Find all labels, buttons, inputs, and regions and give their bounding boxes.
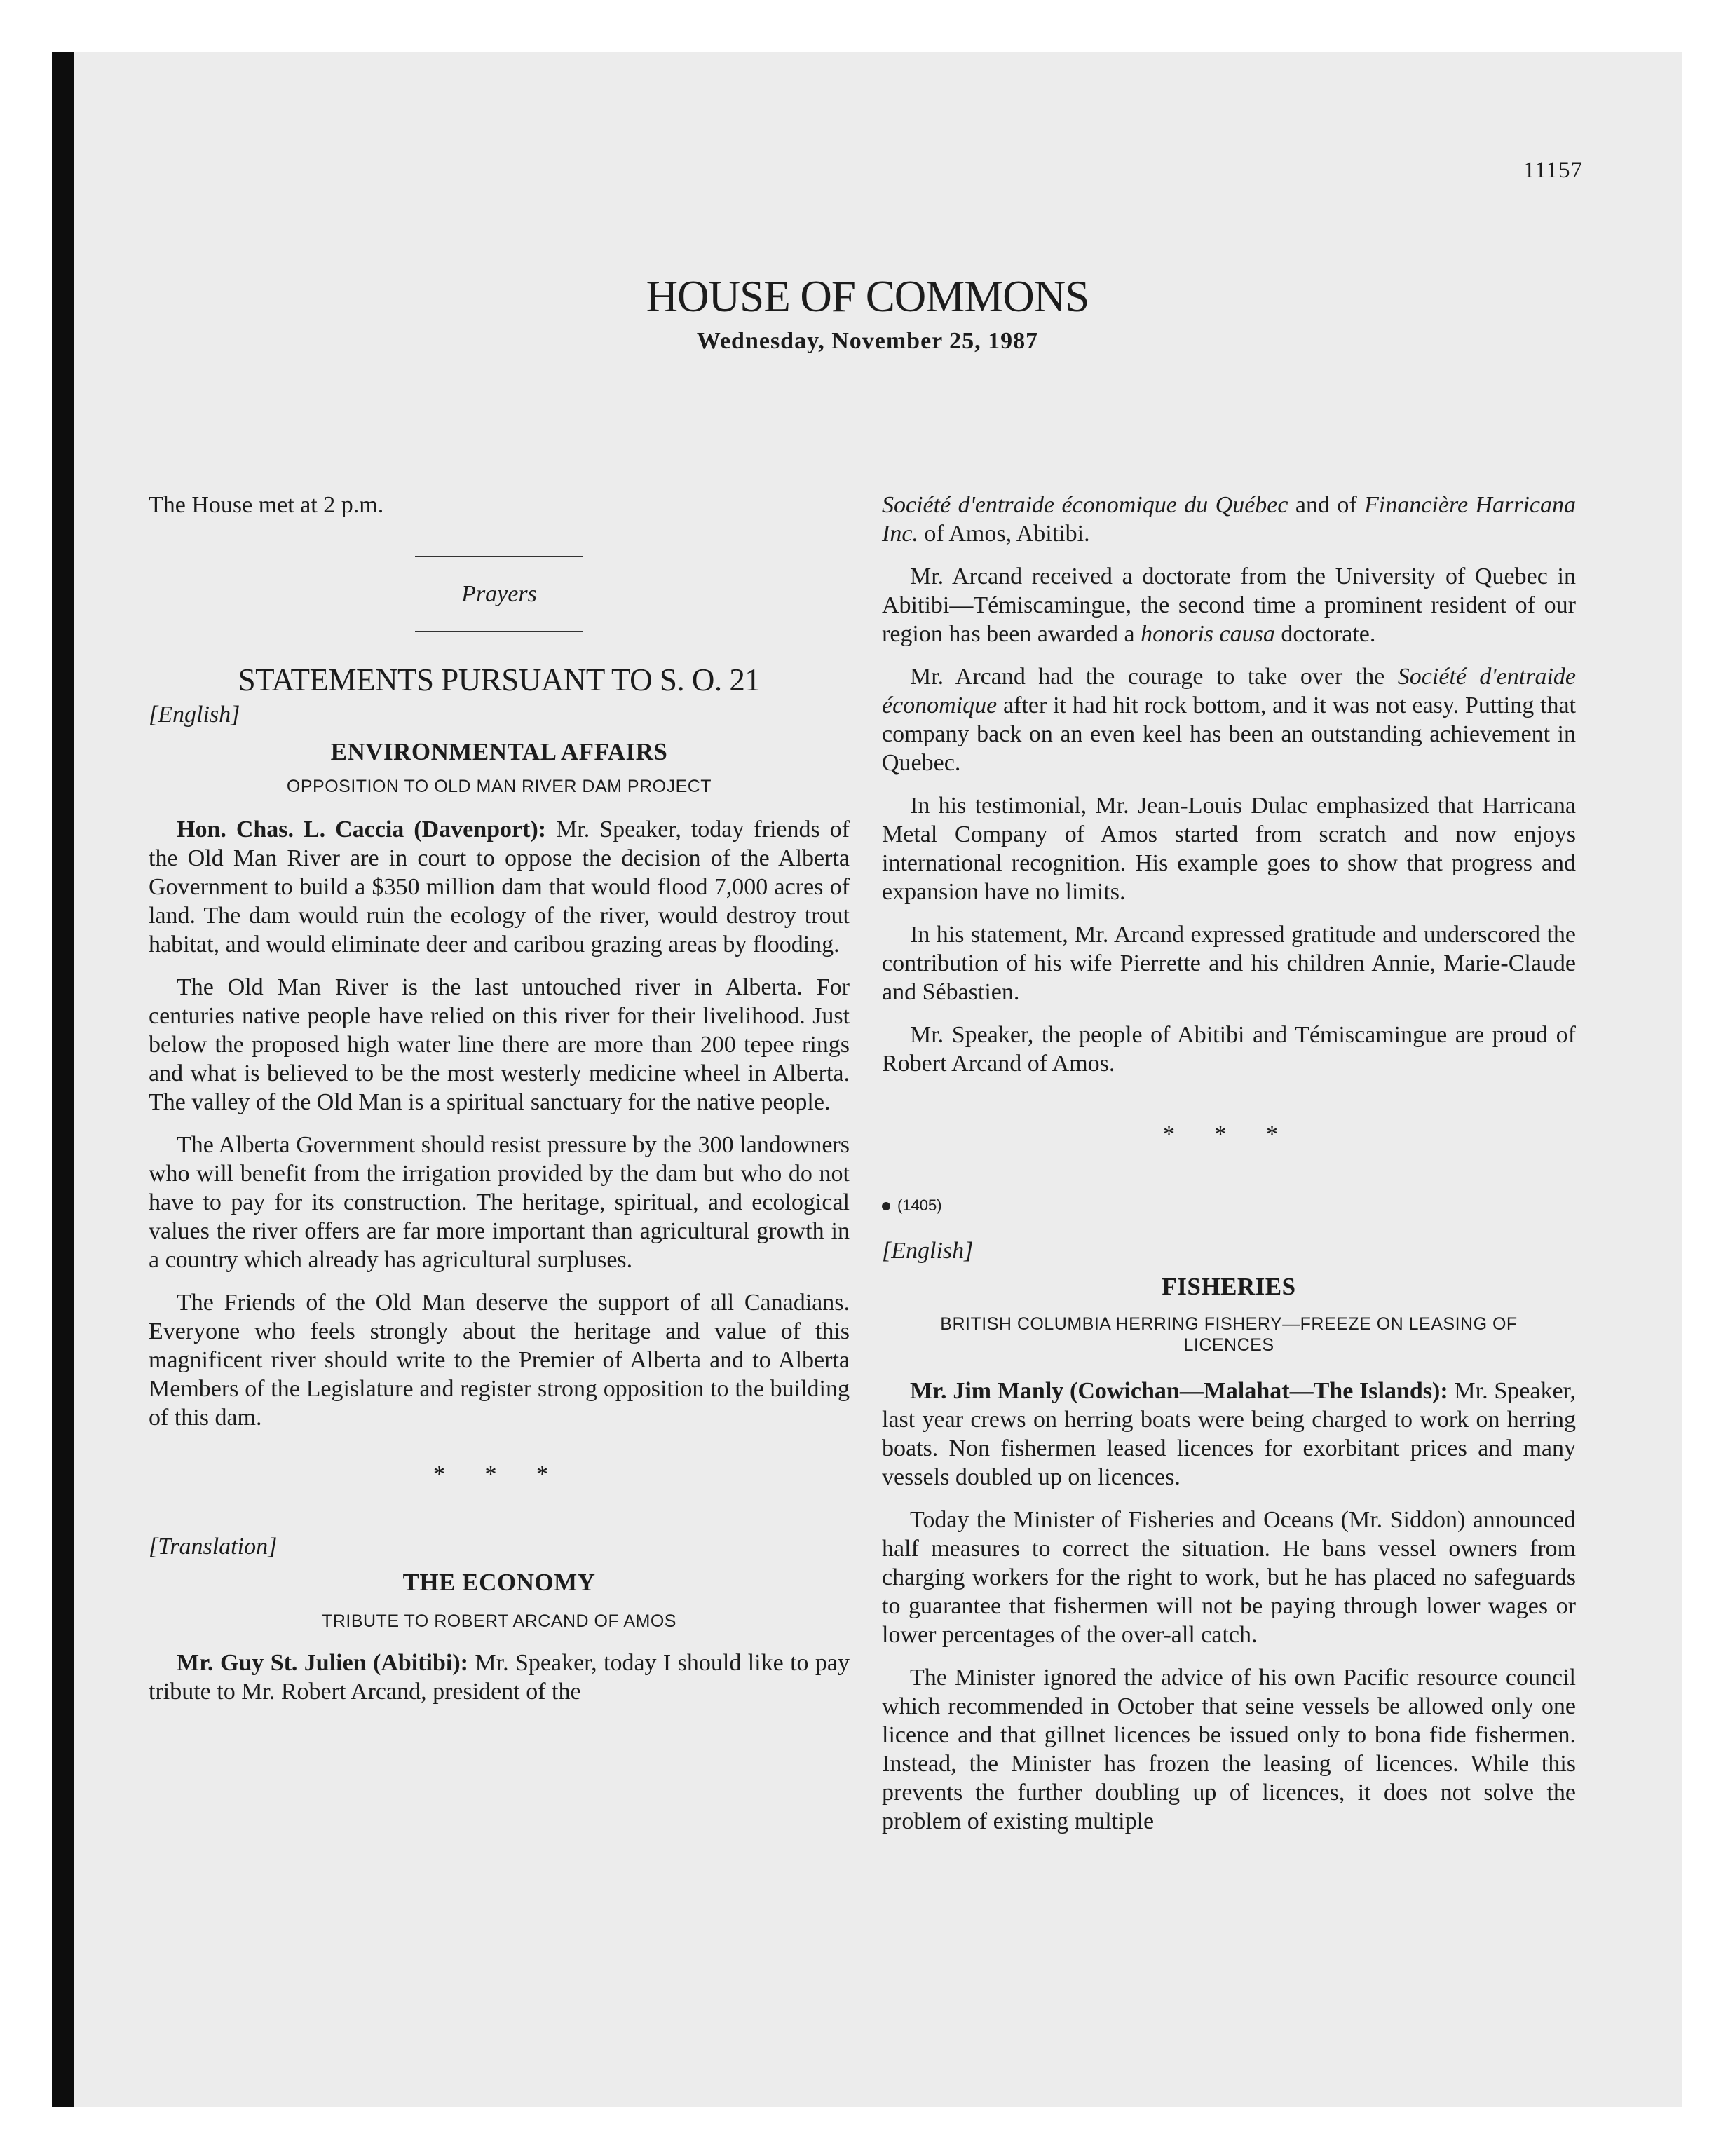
statement-subheading: TRIBUTE TO ROBERT ARCAND OF AMOS (322, 1611, 676, 1631)
statement-paragraph: Today the Minister of Fisheries and Oceans (Mr. Siddon) announced half measures to correct the situation. He bans vessel owners from charging workers for the right to work, but he has placed no safeguards to guarantee that fishermen will not be paying through lower wages or lower percentages of the over-all catch. (882, 1507, 1576, 1648)
scan-edge-shadow (52, 52, 74, 2107)
time-marker: (1405) (882, 1191, 1576, 1220)
statement-heading: THE ECONOMY (402, 1569, 596, 1596)
statement-paragraph: Hon. Chas. L. Caccia (Davenport): Mr. Speaker, today friends of the Old Man River are in court to oppose the decision of the Alberta Government to build a $350 million dam that would flood 7,000 acres of land. The dam would ruin the ecology of the river, would destroy trout habitat, and would eliminate deer and caribou grazing areas by flooding. (149, 817, 850, 957)
statement-paragraph: Mr. Arcand received a doctorate from the University of Quebec in Abitibi—Témiscamingue, the second time a prominent resident of our region has been awarded a honoris causa doctorate. (882, 564, 1576, 647)
statement-paragraph: In his statement, Mr. Arcand expressed gratitude and underscored the contribution of his wife Pierrette and his children Annie, Marie-Claude and Sébastien. (882, 922, 1576, 1005)
document-title: HOUSE OF COMMONS (646, 272, 1089, 322)
divider-rule (415, 556, 583, 557)
language-tag: [English] (882, 1238, 974, 1264)
statement-heading: FISHERIES (1162, 1273, 1296, 1300)
statement-subheading: BRITISH COLUMBIA HERRING FISHERY—FREEZE ON LEASING OF LICENCES (940, 1314, 1518, 1355)
statement-subheading: OPPOSITION TO OLD MAN RIVER DAM PROJECT (286, 777, 712, 796)
sitting-date: Wednesday, November 25, 1987 (696, 328, 1039, 354)
statement-paragraph: In his testimonial, Mr. Jean-Louis Dulac emphasized that Harricana Metal Company of Amos started from scratch and now enjoys international recognition. His example goes to show that progress and expansion have no limits. (882, 793, 1576, 905)
statement-paragraph: Mr. Arcand had the courage to take over the Société d'entraide économique after it had hit rock bottom, and it was not easy. Putting that company back on an even keel has been an outstanding achievement in Quebec. (882, 664, 1577, 776)
divider-rule (415, 631, 583, 632)
language-tag: [English] (149, 702, 240, 728)
left-column (149, 491, 850, 1720)
prayers-label: Prayers (461, 581, 537, 607)
right-column (882, 491, 1576, 1850)
house-met-line: The House met at 2 p.m. (149, 492, 384, 518)
section-title: STATEMENTS PURSUANT TO S. O. 21 (238, 662, 761, 697)
page-number: 11157 (1523, 158, 1583, 183)
statement-paragraph: The Old Man River is the last untouched river in Alberta. For centuries native people have relied on this river for their livelihood. Just below the proposed high water line there are more than 200 tepee rings and what is believed to be the most westerly medicine wheel in Alberta. The valley of the Old Man is a spiritual sanctuary for the native people. (149, 974, 850, 1115)
section-separator: * * * (1163, 1121, 1295, 1147)
statement-paragraph: Mr. Guy St. Julien (Abitibi): Mr. Speaker, today I should like to pay tribute to Mr. Robert Arcand, president of the (149, 1650, 850, 1705)
statement-paragraph: Société d'entraide économique du Québec and of Financière Harricana Inc. of Amos, Abitibi. (882, 492, 1576, 547)
speaker-name: Mr. Jim Manly (Cowichan—Malahat—The Islands): (910, 1378, 1448, 1404)
language-tag: [Translation] (149, 1534, 278, 1560)
bullet-icon (882, 1202, 890, 1210)
statement-paragraph: Mr. Speaker, the people of Abitibi and Témiscamingue are proud of Robert Arcand of Amos. (882, 1022, 1576, 1077)
speaker-name: Hon. Chas. L. Caccia (Davenport): (177, 817, 547, 842)
section-separator: * * * (433, 1461, 565, 1487)
speaker-name: Mr. Guy St. Julien (Abitibi): (177, 1650, 469, 1676)
statement-paragraph: Mr. Jim Manly (Cowichan—Malahat—The Islands): Mr. Speaker, last year crews on herring boats were being charged to work on herring boats. Non fishermen leased licences for exorbitant prices and many vessels doubled up on licences. (882, 1378, 1576, 1490)
statement-heading: ENVIRONMENTAL AFFAIRS (330, 738, 668, 765)
statement-paragraph: The Friends of the Old Man deserve the support of all Canadians. Everyone who feels strongly about the heritage and value of this magnificent river should write to the Premier of Alberta and to Alberta Members of the Legislature and register strong opposition to the building of this dam. (149, 1290, 850, 1431)
statement-paragraph: The Minister ignored the advice of his own Pacific resource council which recommended in October that seine vessels be allowed only one licence and that gillnet licences be issued only to bona fide fishermen. Instead, the Minister has frozen the leasing of licences. While this prevents the further doubling up of licences, it does not solve the problem of existing multiple (882, 1665, 1576, 1834)
statement-paragraph: The Alberta Government should resist pressure by the 300 landowners who will benefit from the irrigation provided by the dam but who do not have to pay for its construction. The heritage, spiritual, and ecological values the river offers are far more important than agricultural growth in a country which already has agricultural surpluses. (149, 1132, 850, 1273)
